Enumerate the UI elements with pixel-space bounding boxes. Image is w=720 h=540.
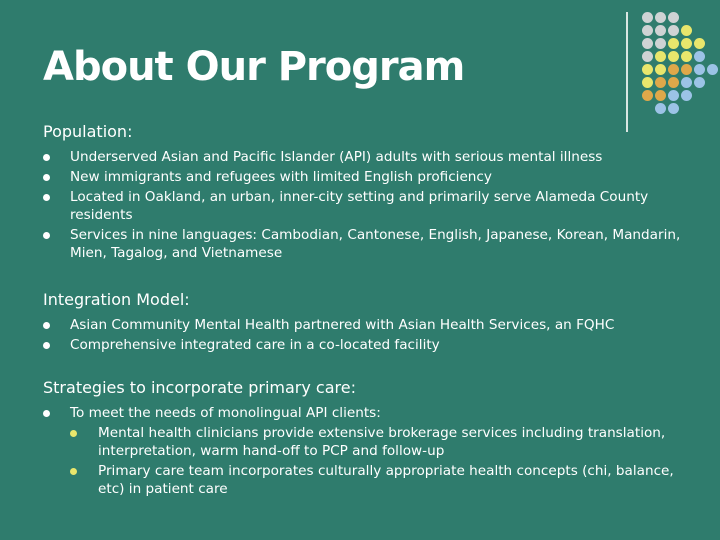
dot bbox=[668, 38, 679, 49]
dot bbox=[655, 25, 666, 36]
dot bbox=[655, 103, 666, 114]
list-item: Comprehensive integrated care in a co-located facility bbox=[43, 336, 703, 354]
dot bbox=[642, 38, 653, 49]
section-heading: Integration Model: bbox=[43, 290, 190, 309]
dot bbox=[655, 38, 666, 49]
bullet-icon bbox=[43, 154, 50, 161]
bullet-list bbox=[43, 404, 703, 498]
dot bbox=[668, 64, 679, 75]
section-heading: Population: bbox=[43, 122, 133, 141]
bullet-list bbox=[43, 148, 703, 262]
bullet-icon bbox=[43, 342, 50, 349]
list-item: Located in Oakland, an urban, inner-city setting and primarily serve Alameda County residents bbox=[43, 188, 703, 224]
bullet-icon bbox=[43, 194, 50, 201]
list-item: Underserved Asian and Pacific Islander (API) adults with serious mental illness bbox=[43, 148, 703, 166]
strategies-section bbox=[43, 378, 703, 500]
sub-bullet-icon bbox=[70, 468, 77, 475]
bullet-list bbox=[43, 316, 703, 354]
decorative-dot-grid bbox=[640, 12, 720, 122]
dot bbox=[681, 77, 692, 88]
dot bbox=[642, 12, 653, 23]
dot bbox=[681, 25, 692, 36]
dot bbox=[668, 77, 679, 88]
sub-bullet-list bbox=[70, 424, 703, 498]
dot bbox=[668, 25, 679, 36]
dot bbox=[668, 51, 679, 62]
dot bbox=[642, 90, 653, 101]
dot bbox=[681, 64, 692, 75]
dot bbox=[668, 103, 679, 114]
bullet-icon bbox=[43, 232, 50, 239]
dot bbox=[642, 25, 653, 36]
list-item: New immigrants and refugees with limited English proficiency bbox=[43, 168, 703, 186]
dot bbox=[681, 51, 692, 62]
sub-list-item: Primary care team incorporates culturally appropriate health concepts (chi, balance, etc) in patient care bbox=[70, 462, 703, 498]
dot bbox=[642, 51, 653, 62]
bullet-icon bbox=[43, 410, 50, 417]
population-section bbox=[43, 122, 703, 264]
dot bbox=[642, 64, 653, 75]
dot bbox=[694, 38, 705, 49]
integration-model-section bbox=[43, 290, 703, 356]
divider-line bbox=[626, 12, 628, 132]
bullet-icon bbox=[43, 322, 50, 329]
dot bbox=[668, 90, 679, 101]
list-item: Services in nine languages: Cambodian, Cantonese, English, Japanese, Korean, Mandarin, Mien, Tagalog, and Vietnamese bbox=[43, 226, 703, 262]
list-item: Asian Community Mental Health partnered with Asian Health Services, an FQHC bbox=[43, 316, 703, 334]
dot bbox=[655, 64, 666, 75]
dot bbox=[707, 64, 718, 75]
sub-bullet-icon bbox=[70, 430, 77, 437]
dot bbox=[681, 90, 692, 101]
dot bbox=[681, 38, 692, 49]
section-heading: Strategies to incorporate primary care: bbox=[43, 378, 356, 397]
dot bbox=[694, 77, 705, 88]
dot bbox=[655, 77, 666, 88]
dot bbox=[694, 51, 705, 62]
bullet-icon bbox=[43, 174, 50, 181]
slide-title: About Our Program bbox=[43, 44, 465, 90]
sub-list-item: Mental health clinicians provide extensive brokerage services including translation, interpretation, warm hand-off to PCP and follow-up bbox=[70, 424, 703, 460]
dot bbox=[655, 12, 666, 23]
list-item: To meet the needs of monolingual API clients: Mental health clinicians provide extensive brokerage services including translation, interpretation, warm hand-off to PCP and follow-up Primary care team incorporates culturally appropriate health concepts (chi, balance, etc) in patient care bbox=[43, 404, 703, 498]
dot bbox=[655, 51, 666, 62]
dot bbox=[655, 90, 666, 101]
dot bbox=[642, 77, 653, 88]
dot bbox=[694, 64, 705, 75]
dot bbox=[668, 12, 679, 23]
